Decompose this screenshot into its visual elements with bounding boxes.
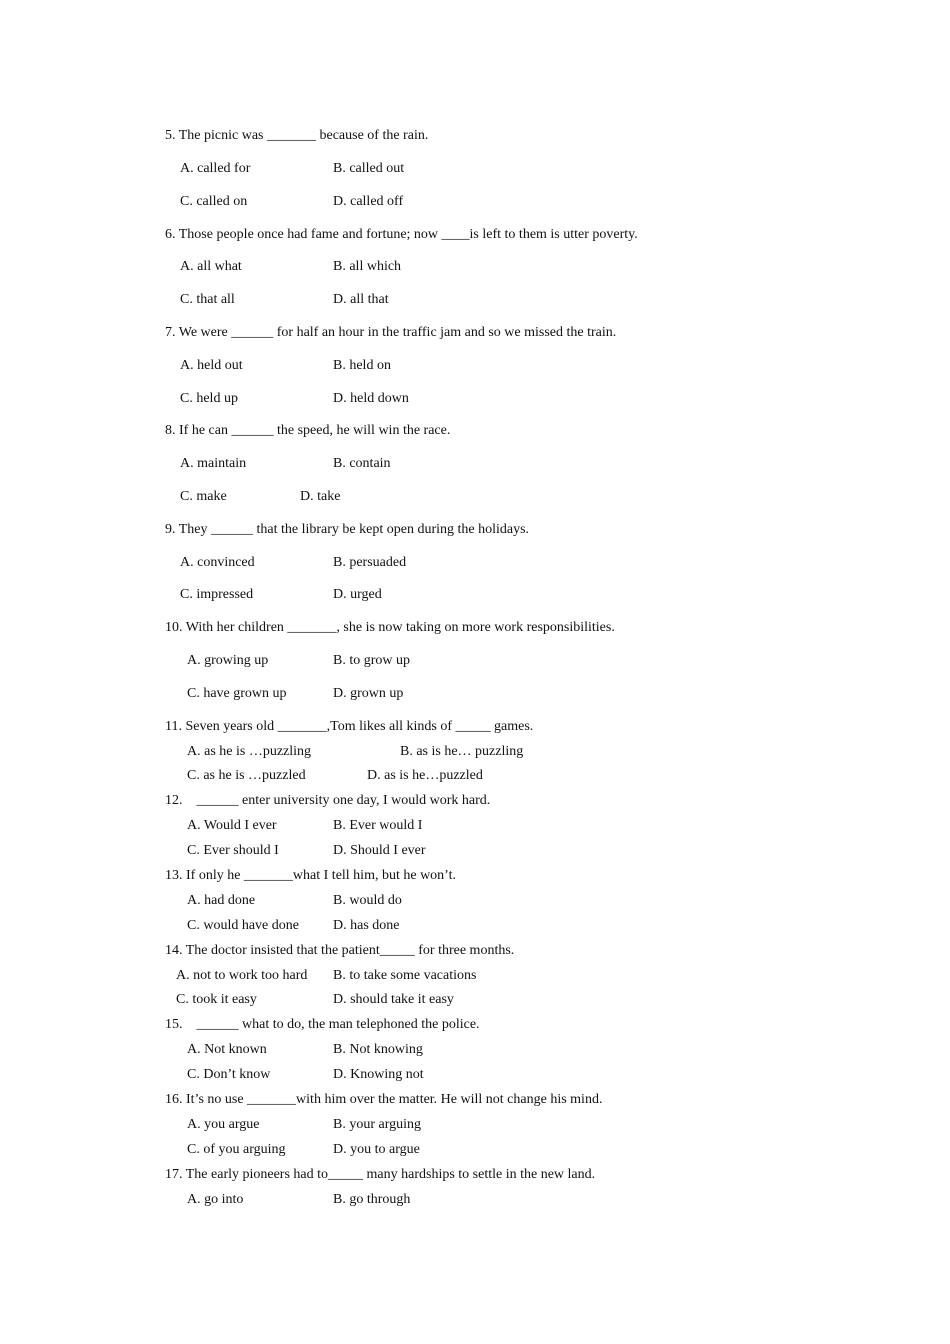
- option-b: B. contain: [333, 456, 391, 471]
- question-stem: 16. It’s no use _______with him over the matter. He will not change his mind.: [165, 1092, 603, 1107]
- option-d: D. Should I ever: [333, 843, 426, 858]
- option-d: D. held down: [333, 391, 409, 406]
- question-stem: 7. We were ______ for half an hour in the traffic jam and so we missed the train.: [165, 325, 617, 340]
- question-stem: 10. With her children _______, she is now taking on more work responsibilities.: [165, 620, 615, 635]
- option-c: C. Ever should I: [187, 843, 279, 858]
- option-d: D. Knowing not: [333, 1067, 424, 1082]
- option-d: D. you to argue: [333, 1142, 420, 1157]
- option-d: D. as is he…puzzled: [367, 768, 483, 783]
- question-stem: 8. If he can ______ the speed, he will win the race.: [165, 423, 451, 438]
- option-b: B. to grow up: [333, 653, 410, 668]
- option-b: B. Ever would I: [333, 818, 423, 833]
- question-stem: 5. The picnic was _______ because of the rain.: [165, 128, 429, 143]
- option-a: A. not to work too hard: [176, 968, 308, 983]
- option-c: C. of you arguing: [187, 1142, 286, 1157]
- option-c: C. that all: [180, 292, 235, 307]
- question-stem: 11. Seven years old _______,Tom likes all kinds of _____ games.: [165, 719, 534, 734]
- option-d: D. should take it easy: [333, 992, 454, 1007]
- question-stem: 13. If only he _______what I tell him, but he won’t.: [165, 868, 456, 883]
- option-a: A. convinced: [180, 555, 255, 570]
- option-c: C. Don’t know: [187, 1067, 271, 1082]
- option-d: D. take: [300, 489, 341, 504]
- option-c: C. as he is …puzzled: [187, 768, 306, 783]
- option-a: A. go into: [187, 1192, 244, 1207]
- option-a: A. Not known: [187, 1042, 267, 1057]
- option-c: C. make: [180, 489, 227, 504]
- option-a: A. maintain: [180, 456, 247, 471]
- option-b: B. all which: [333, 259, 402, 274]
- option-b: B. held on: [333, 358, 391, 373]
- option-b: B. go through: [333, 1192, 411, 1207]
- question-stem: 6. Those people once had fame and fortune; now ____is left to them is utter poverty.: [165, 227, 638, 242]
- option-b: B. as is he… puzzling: [400, 744, 524, 759]
- option-b: B. would do: [333, 893, 402, 908]
- question-stem: 17. The early pioneers had to_____ many hardships to settle in the new land.: [165, 1167, 596, 1182]
- option-c: C. held up: [180, 391, 238, 406]
- option-c: C. would have done: [187, 918, 299, 933]
- option-b: B. your arguing: [333, 1117, 422, 1132]
- option-c: C. impressed: [180, 587, 254, 602]
- option-d: D. grown up: [333, 686, 404, 701]
- option-b: B. persuaded: [333, 555, 407, 570]
- option-b: B. called out: [333, 161, 405, 176]
- option-d: D. has done: [333, 918, 400, 933]
- option-a: A. held out: [180, 358, 243, 373]
- option-d: D. urged: [333, 587, 382, 602]
- option-c: C. called on: [180, 194, 248, 209]
- option-a: A. called for: [180, 161, 251, 176]
- option-a: A. you argue: [187, 1117, 260, 1132]
- option-d: D. called off: [333, 194, 404, 209]
- option-b: B. Not knowing: [333, 1042, 423, 1057]
- question-stem: 9. They ______ that the library be kept open during the holidays.: [165, 522, 530, 537]
- option-b: B. to take some vacations: [333, 968, 477, 983]
- option-a: A. growing up: [187, 653, 269, 668]
- question-stem: 14. The doctor insisted that the patient_____ for three months.: [165, 943, 515, 958]
- option-a: A. had done: [187, 893, 256, 908]
- option-c: C. have grown up: [187, 686, 287, 701]
- option-d: D. all that: [333, 292, 389, 307]
- question-stem: 12. ______ enter university one day, I would work hard.: [165, 793, 491, 808]
- question-stem: 15. ______ what to do, the man telephoned the police.: [165, 1017, 480, 1032]
- option-a: A. as he is …puzzling: [187, 744, 312, 759]
- option-a: A. all what: [180, 259, 242, 274]
- option-a: A. Would I ever: [187, 818, 277, 833]
- option-c: C. took it easy: [176, 992, 257, 1007]
